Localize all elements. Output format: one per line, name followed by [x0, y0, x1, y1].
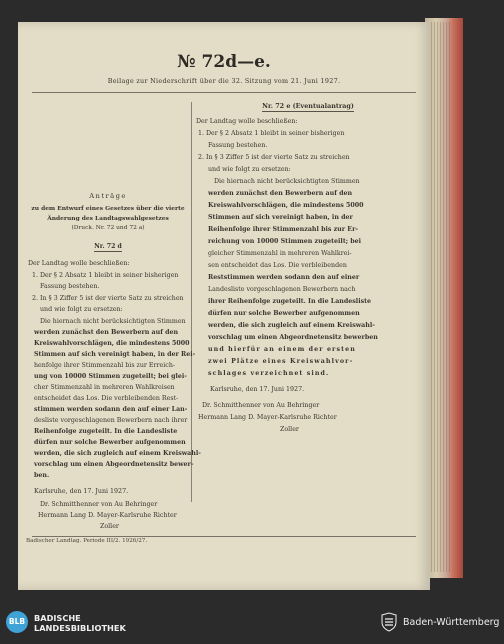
right-point-2-line-2: und wie folgt zu ersetzen: [208, 166, 291, 173]
supplement-line: Beilage zur Niederschrift über die 32. Sitzung vom 21. Juni 1927. [107, 77, 341, 85]
right-intro: Der Landtag wolle beschließen: [196, 118, 298, 125]
right-body-line: Stimmen auf sich vereinigt haben, in der [208, 214, 353, 221]
left-body-line: desliste vorgeschlagenen Bewerbern nach ihrer [34, 417, 188, 424]
right-body-line: Reihenfolge ihrer Stimmenzahl bis zur Er- [208, 226, 359, 233]
column-divider [191, 102, 192, 502]
right-body-line: gleicher Stimmenzahl in mehreren Wahlkrei- [208, 250, 352, 257]
right-point-1-line-2: Fassung bestehen. [208, 142, 268, 149]
left-body-line: werden zunächst den Bewerbern auf den [34, 329, 179, 336]
right-date: Karlsruhe, den 17. Juni 1927. [210, 386, 305, 393]
left-body-line: werden, die sich zugleich auf einem Kreiswahl- [34, 450, 201, 457]
right-body-line: reichung von 10000 Stimmen zugeteilt; bei [208, 238, 362, 245]
left-body-line: dürfen nur solche Bewerber aufgenommen [34, 439, 186, 446]
right-signature-3: Zoller [280, 426, 299, 433]
antrag-subtitle-2: Änderung des Landtagswahlgesetzes [47, 215, 169, 222]
state-name[interactable]: Baden-Württemberg [403, 617, 500, 628]
page-footer: Badischer Landtag. Periode III/2. 1926/27. [26, 538, 148, 544]
book-page-edge-lines [428, 22, 452, 572]
footer-rule [32, 536, 416, 537]
right-antrag-number [198, 102, 418, 110]
document-number: № 72d—e. [177, 52, 271, 72]
left-signature-1: Dr. Schmitthenner von Au Behringer [40, 501, 158, 508]
right-body-line: werden, die sich zugleich auf einem Kreiswahl- [208, 322, 375, 329]
left-date: Karlsruhe, den 17. Juni 1927. [34, 488, 129, 495]
left-body-line: ben. [34, 472, 50, 479]
right-body-line: schlages verzeichnet sind. [208, 370, 330, 377]
right-body-line: zwei Plätze eines Kreiswahlvor- [208, 358, 354, 365]
left-signature-2: Hermann Lang D. Mayer-Karlsruhe Richter [38, 512, 177, 519]
antrag-subtitle-1: zu dem Entwurf eines Gesetzes über die vierte [31, 205, 185, 212]
right-point-1-line-1: 1. Der § 2 Absatz 1 bleibt in seiner bisherigen [198, 130, 345, 137]
library-name-line-1: BADISCHE [34, 613, 81, 623]
left-body-line: cher Stimmenzahl in mehreren Wahlkreisen [34, 384, 175, 391]
left-body-line: Reihenfolge zugeteilt. In die Landesliste [34, 428, 178, 435]
left-antrag-number [26, 243, 190, 250]
right-signature-1: Dr. Schmitthenner von Au Behringer [202, 402, 320, 409]
left-body-line: henfolge ihrer Stimmenzahl bis zur Erreich- [34, 362, 176, 369]
right-body-line: werden zunächst den Bewerbern auf den [208, 190, 353, 197]
state-coat-of-arms-icon[interactable] [380, 612, 398, 632]
antrag-title: Anträge [89, 192, 127, 200]
left-body-line: vorschlag um einen Abgeordnetensitz bewer- [34, 461, 194, 468]
right-body-line: dürfen nur solche Bewerber aufgenommen [208, 310, 360, 317]
blb-logo-icon[interactable]: BLB [6, 611, 28, 633]
left-antrag-number-text: Nr. 72 d [94, 243, 122, 250]
left-body-line: stimmen werden sodann den auf einer Lan- [34, 406, 188, 413]
document-page [18, 22, 430, 590]
library-name[interactable] [34, 613, 126, 633]
right-body-line: ihrer Reihenfolge zugeteilt. In die Landesliste [208, 298, 372, 305]
left-body-line: Die hiernach nicht berücksichtigten Stimmen [40, 318, 186, 325]
right-body-line: Die hiernach nicht berücksichtigten Stimmen [214, 178, 360, 185]
right-body-line: Landesliste vorgeschlagenen Bewerbern nach [208, 286, 356, 293]
left-point-2-line-2: und wie folgt zu ersetzen: [40, 306, 123, 313]
right-point-2-line-1: 2. In § 3 Ziffer 5 ist der vierte Satz zu streichen [198, 154, 350, 161]
right-body-line: Kreiswahlvorschlägen, die mindestens 5000 [208, 202, 364, 209]
right-body-line: sen entscheidet das Los. Die verbleibenden [208, 262, 347, 269]
left-signature-3: Zoller [100, 523, 119, 530]
left-intro: Der Landtag wolle beschließen: [28, 260, 130, 267]
right-signature-2: Hermann Lang D. Mayer-Karlsruhe Richter [198, 414, 337, 421]
left-body-line: entscheidet das Los. Die verbleibenden Rest- [34, 395, 179, 402]
library-name-line-2: LANDESBIBLIOTHEK [34, 623, 126, 633]
right-antrag-number-text: Nr. 72 e (Eventualantrag) [262, 102, 354, 110]
right-body-line: Reststimmen werden sodann den auf einer [208, 274, 360, 281]
left-point-1-line-2: Fassung bestehen. [40, 283, 100, 290]
right-body-line: und hierfür an einem der ersten [208, 346, 356, 353]
antrag-subtitle-3: (Druck. Nr. 72 und 72 a) [71, 225, 145, 231]
right-body-line: vorschlag um einen Abgeordnetensitz bewerben [208, 334, 378, 341]
left-body-line: ung von 10000 Stimmen zugeteilt; bei glei- [34, 373, 187, 380]
left-point-1-line-1: 1. Der § 2 Absatz 1 bleibt in seiner bisherigen [32, 272, 179, 279]
left-point-2-line-1: 2. In § 3 Ziffer 5 ist der vierte Satz zu streichen [32, 295, 184, 302]
left-body-line: Kreiswahlvorschlägen, die mindestens 5000 [34, 340, 190, 347]
header-rule [32, 92, 416, 93]
left-body-line: Stimmen auf sich vereinigt haben, in der Rei- [34, 351, 196, 358]
